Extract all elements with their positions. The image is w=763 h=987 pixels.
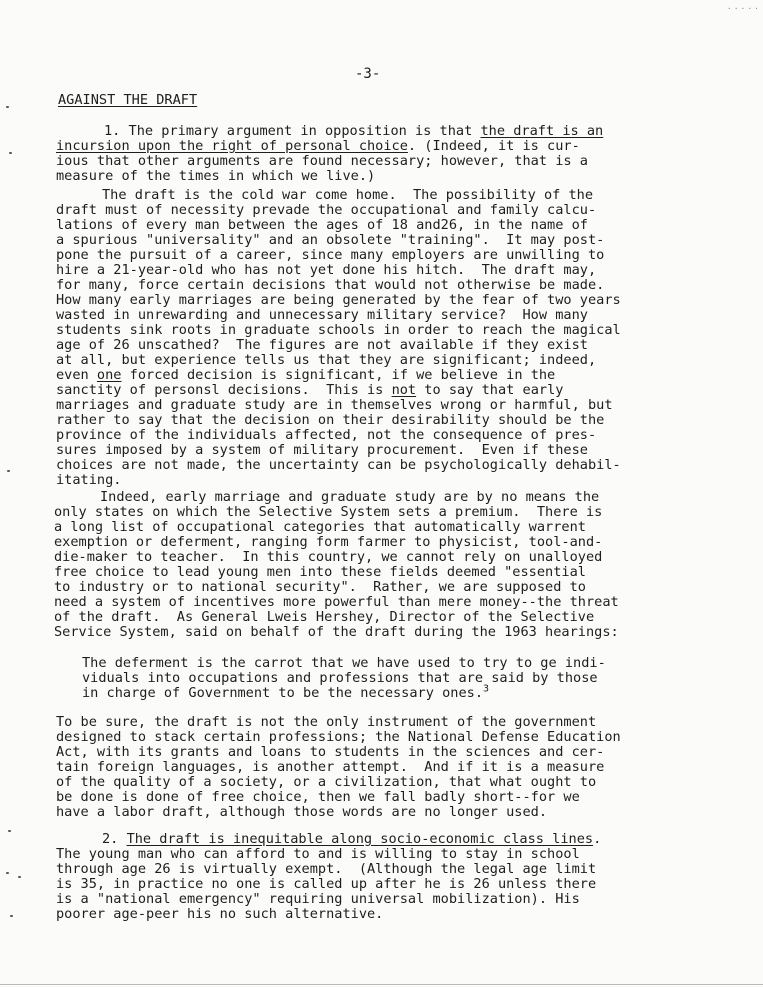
para2-line13: even one forced decision is significant, if we believe in the (56, 367, 556, 383)
para2-line10: students sink roots in graduate schools in order to reach the magical (56, 322, 621, 338)
para4-line2: designed to stack certain professions; the National Defense Education (56, 729, 621, 745)
para3-line2: only states on which the Selective System sets a premium. There is (54, 504, 603, 520)
para3-line10: Service System, said on behalf of the draft during the 1963 hearings: (54, 624, 619, 640)
margin-speck (10, 915, 13, 917)
para2-line11: age of 26 unscathed? The figures are not available if they exist (56, 337, 588, 353)
para2-line4: a spurious "universality" and an obsolete "training". It may post- (56, 232, 605, 248)
para4-line7: have a labor draft, although those words are no longer used. (56, 804, 548, 820)
para2-line18: sures imposed by a system of military procurement. Even if these (56, 442, 588, 458)
para5-line3: through age 26 is virtually exempt. (Although the legal age limit (56, 861, 597, 877)
margin-speck (18, 876, 21, 878)
para2-line8: How many early marriages are being generated by the fear of two years (56, 292, 621, 308)
para2-line15: marriages and graduate study are in themselves wrong or harmful, but (56, 397, 613, 413)
para4-line4: tain foreign languages, is another attempt. And if it is a measure (56, 759, 605, 775)
para1-line3: ious that other arguments are found necessary; however, that is a (56, 153, 588, 169)
para5-line2: The young man who can afford to and is willing to stay in school (56, 846, 580, 862)
para2-line19: choices are not made, the uncertainty can be psychologically dehabil- (56, 457, 621, 473)
page-number: -3- (355, 66, 381, 82)
scan-edge-marks: ..... (726, 2, 761, 11)
footnote-marker: 3 (483, 683, 490, 695)
para1-line2: incursion upon the right of personal choice. (Indeed, it is cur- (56, 138, 580, 154)
para3-line8: need a system of incentives more powerful than mere money--the threat (54, 594, 619, 610)
para2-line5: pone the pursuit of a career, since many employers are unwilling to (56, 247, 605, 263)
para2-line1: The draft is the cold war come home. The possibility of the (102, 187, 594, 203)
para2-line17: province of the individuals affected, not the consequence of pres- (56, 427, 597, 443)
para5-line5: is a "national emergency" requiring universal mobilization). His (56, 891, 580, 907)
para2-line3: lations of every man between the ages of 18 and26, in the name of (56, 217, 588, 233)
para2-line16: rather to say that the decision on their desirability should be the (56, 412, 605, 428)
scan-bottom-edge (0, 984, 763, 985)
margin-speck (6, 106, 9, 108)
para1-line1: 1. The primary argument in opposition is that the draft is an (104, 123, 604, 139)
margin-speck (6, 872, 9, 874)
para2-line14: sanctity of personsl decisions. This is not to say that early (56, 382, 564, 398)
para2-line20: itating. (56, 472, 122, 488)
para4-line1: To be sure, the draft is not the only instrument of the government (56, 714, 597, 730)
para2-line6: hire a 21-year-old who has not yet done his hitch. The draft may, (56, 262, 597, 278)
para2-line12: at all, but experience tells us that they are significant; indeed, (56, 352, 597, 368)
quote-line3: in charge of Government to be the necessary ones.$^3$ (82, 683, 490, 701)
para5-line1: 2. The draft is inequitable along socio-economic class lines. (102, 831, 602, 847)
para3-line7: to industry or to national security". Rather, we are supposed to (54, 579, 586, 595)
para3-line4: exemption or deferment, ranging form farmer to physicist, tool-and- (54, 534, 603, 550)
para3-line9: of the draft. As General Lweis Hershey, Director of the Selective (54, 609, 595, 625)
section-heading: AGAINST THE DRAFT (58, 92, 198, 108)
para1-line4: measure of the times in which we live.) (56, 168, 376, 184)
para3-line1: Indeed, early marriage and graduate study are by no means the (100, 489, 600, 505)
para5-line6: poorer age-peer his no such alternative. (56, 906, 384, 922)
para2-line9: wasted in unrewarding and unnecessary military service? How many (56, 307, 588, 323)
para2-line7: for many, force certain decisions that would not otherwise be made. (56, 277, 605, 293)
para3-line6: free choice to lead young men into these fields deemed "essential (54, 564, 586, 580)
quote-line1: The deferment is the carrot that we have used to try to ge indi- (82, 655, 606, 671)
quote-line2: viduals into occupations and professions that are said by those (82, 670, 598, 686)
margin-speck (7, 470, 10, 472)
margin-speck (9, 152, 12, 154)
margin-speck (8, 830, 11, 832)
para4-line3: Act, with its grants and loans to students in the sciences and cer- (56, 744, 605, 760)
para4-line6: be done is done of free choice, then we fall badly short--for we (56, 789, 580, 805)
para5-line4: is 35, in practice no one is called up after he is 26 unless there (56, 876, 597, 892)
para4-line5: of the quality of a society, or a civilization, that what ought to (56, 774, 597, 790)
para2-line2: draft must of necessity prevade the occupational and family calcu- (56, 202, 597, 218)
para3-line3: a long list of occupational categories that automatically warrent (54, 519, 586, 535)
para3-line5: die-maker to teacher. In this country, we cannot rely on unalloyed (54, 549, 603, 565)
